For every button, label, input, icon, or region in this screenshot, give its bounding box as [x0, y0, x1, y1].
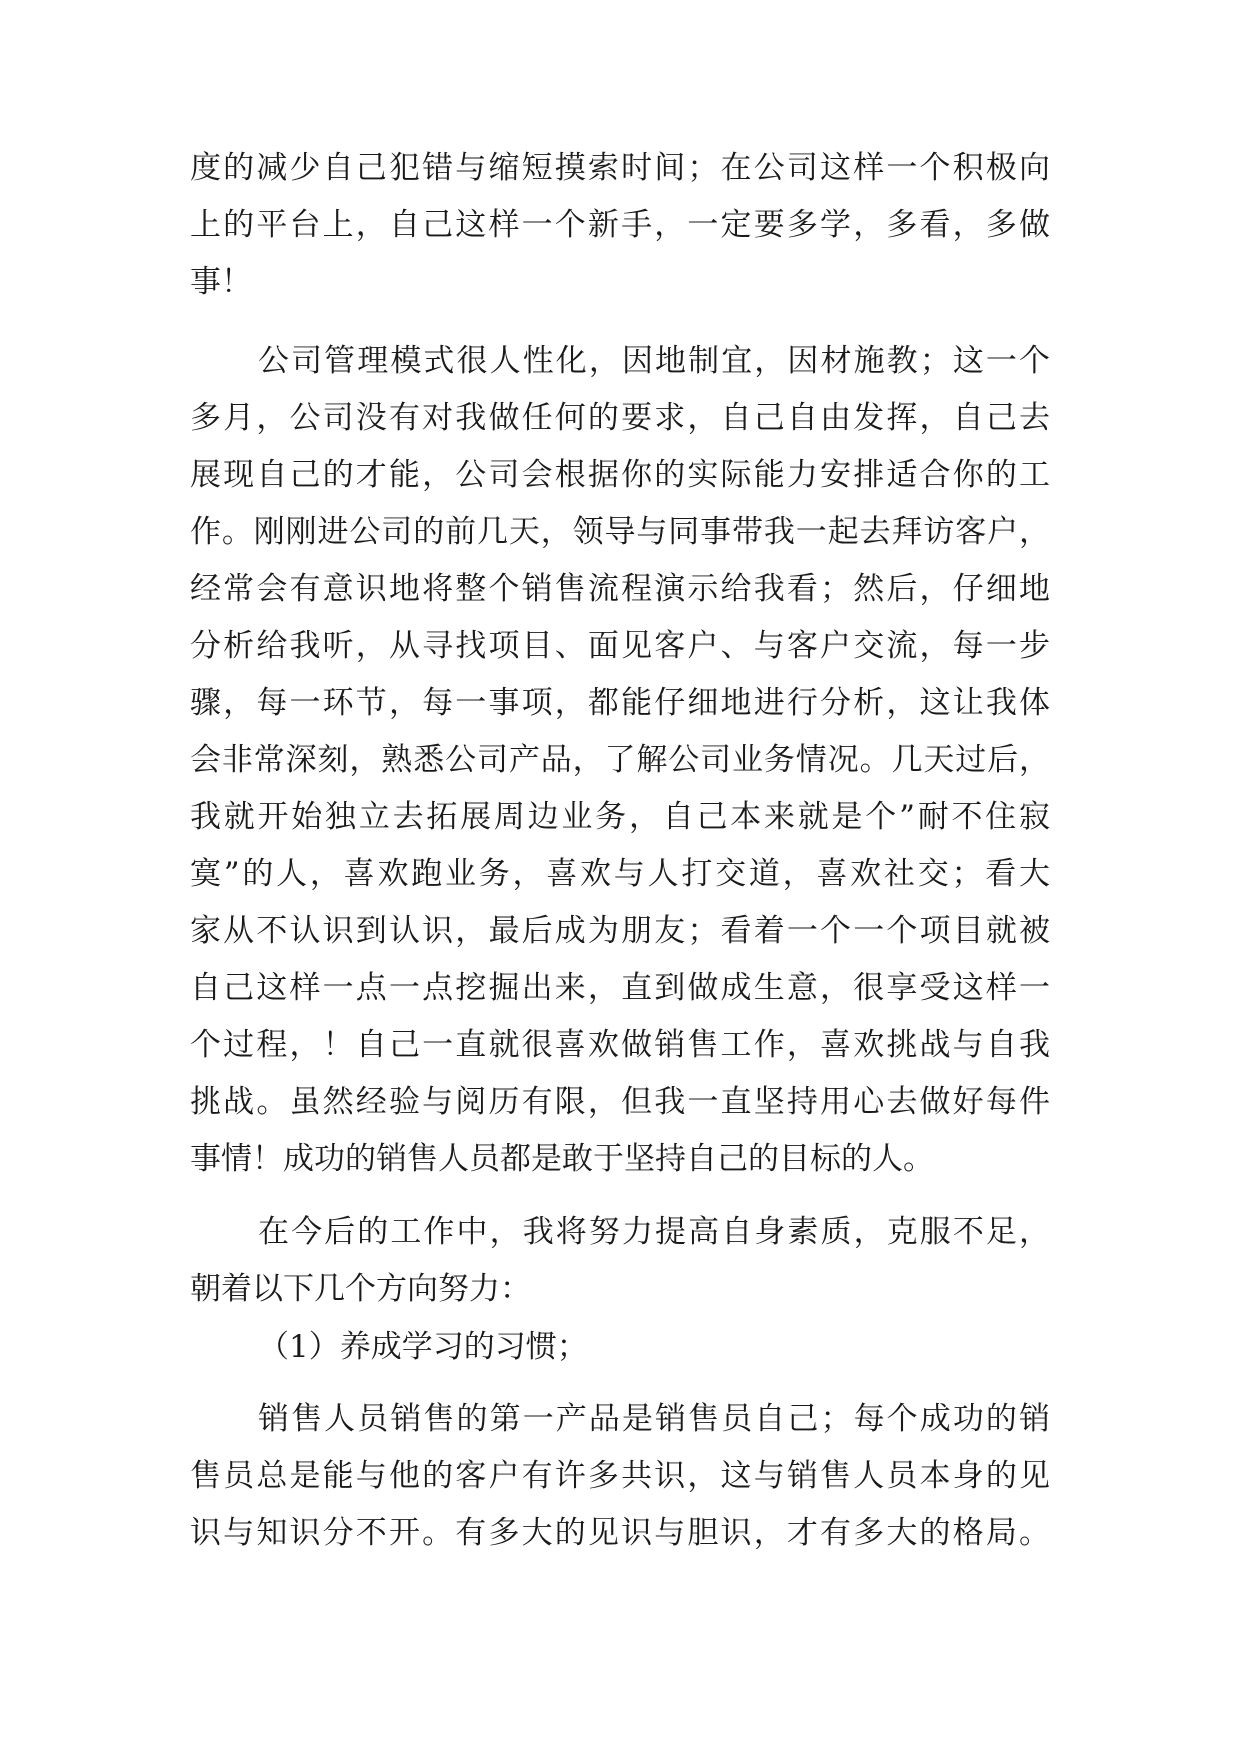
list-item-heading: （1）养成学习的习惯； — [258, 1329, 588, 1365]
text-line: 多月，公司没有对我做任何的要求，自己自由发挥，自己去 — [190, 400, 1050, 436]
text-line: 家从不认识到认识，最后成为朋友；看着一个一个项目就被 — [190, 913, 1050, 949]
text-line: 事！ — [190, 264, 252, 300]
text-line: 寞”的人，喜欢跑业务，喜欢与人打交道，喜欢社交；看大 — [190, 856, 1050, 892]
text-line: 售员总是能与他的客户有许多共识，这与销售人员本身的见 — [190, 1458, 1050, 1494]
text-line: 上的平台上，自己这样一个新手，一定要多学，多看，多做 — [190, 207, 1050, 243]
text-line: 分析给我听，从寻找项目、面见客户、与客户交流，每一步 — [190, 628, 1050, 664]
text-line: 骤，每一环节，每一事项，都能仔细地进行分析，这让我体 — [190, 685, 1050, 721]
text-line: 作。刚刚进公司的前几天，领导与同事带我一起去拜访客户， — [190, 514, 1050, 550]
text-line: 展现自己的才能，公司会根据你的实际能力安排适合你的工 — [190, 457, 1050, 493]
paragraph-first-line: 在今后的工作中，我将努力提高自身素质，克服不足， — [258, 1214, 1050, 1250]
text-line: 事情！成功的销售人员都是敢于坚持自己的目标的人。 — [190, 1141, 934, 1177]
paragraph-first-line: 公司管理模式很人性化，因地制宜，因材施教；这一个 — [258, 343, 1050, 379]
text-line: 个过程，！自己一直就很喜欢做销售工作，喜欢挑战与自我 — [190, 1027, 1050, 1063]
text-line: 识与知识分不开。有多大的见识与胆识，才有多大的格局。 — [190, 1515, 1050, 1551]
text-line: 我就开始独立去拓展周边业务，自己本来就是个”耐不住寂 — [190, 799, 1050, 835]
paragraph-first-line: 销售人员销售的第一产品是销售员自己；每个成功的销 — [258, 1401, 1050, 1437]
text-line: 会非常深刻，熟悉公司产品，了解公司业务情况。几天过后， — [190, 742, 1050, 778]
text-line: 挑战。虽然经验与阅历有限，但我一直坚持用心去做好每件 — [190, 1084, 1050, 1120]
text-line: 经常会有意识地将整个销售流程演示给我看；然后，仔细地 — [190, 571, 1050, 607]
text-line: 度的减少自己犯错与缩短摸索时间；在公司这样一个积极向 — [190, 150, 1050, 186]
text-line: 自己这样一点一点挖掘出来，直到做成生意，很享受这样一 — [190, 970, 1050, 1006]
text-line: 朝着以下几个方向努力： — [190, 1271, 531, 1307]
